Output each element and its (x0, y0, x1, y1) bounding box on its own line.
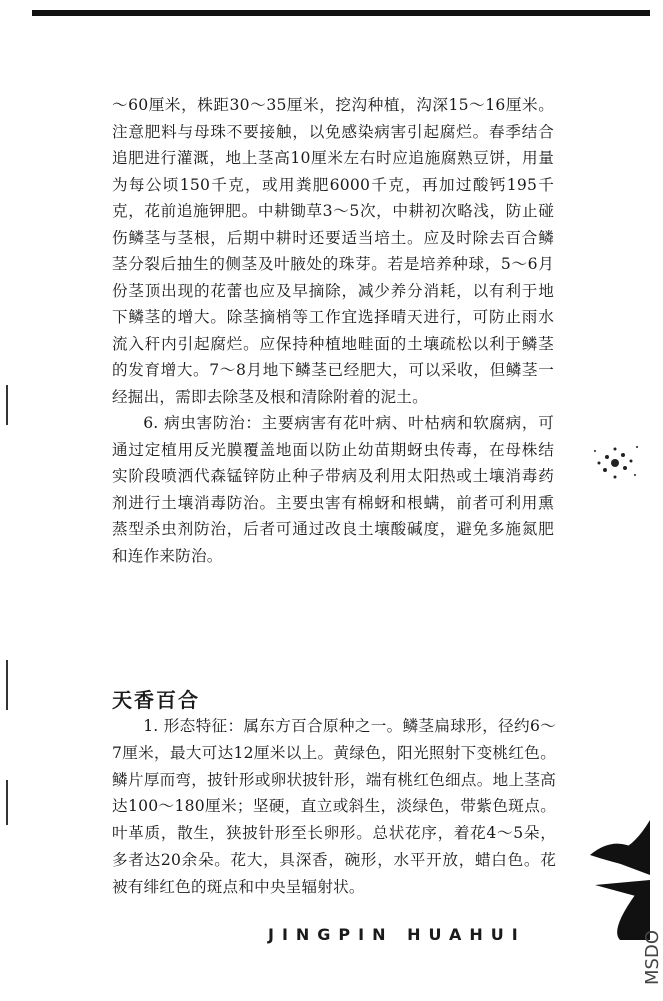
body-text-bottom (112, 713, 556, 901)
paragraph: 6. 病虫害防治：主要病害有花叶病、叶枯病和软腐病，可通过定植用反光膜覆盖地面以防止幼苗期蚜虫传毒，在母株结实阶段喷洒代森锰锌防止种子带病及利用太阳热或土壤消毒药剂进行土壤消毒防治。主要虫害有棉蚜和根螨，前者可利用熏蒸型杀虫剂防治，后者可通过改良土壤酸碱度，避免多施氮肥和连作来防治。 (112, 414, 554, 565)
margin-mark (6, 660, 8, 710)
top-rule (32, 10, 650, 16)
paragraph: 1. 形态特征：属东方百合原种之一。鳞茎扁球形，径约6～7厘米，最大可达12厘米以上。黄绿色，阳光照射下变桃红色。鳞片厚而弯，披针形或卵状披针形，端有桃红色细点。地上茎高达100～180厘米；坚硬，直立或斜生，淡绿色，带紫色斑点。叶革质，散生，狭披针形至长卵形。总状花序，着花4～5朵，多者达20余朵。花大，具深香，碗形，水平开放，蜡白色。花被有绯红色的斑点和中央呈辐射状。 (112, 717, 556, 896)
paragraph: ～60厘米，株距30～35厘米，挖沟种植，沟深15～16厘米。注意肥料与母珠不要接触，以免感染病害引起腐烂。春季结合追肥进行灌溉，地上茎高10厘米左右时应追施腐熟豆饼，用量为每公顷150千克，或用粪肥6000千克，再加过酸钙195千克，花前追施钾肥。中耕锄草3～5次，中耕初次略浅，防止碰伤鳞茎与茎根，后期中耕时还要适当培土。应及时除去百合鳞茎分裂后抽生的侧茎及叶腋处的珠芽。若是培养种球，5～6月份茎顶出现的花蕾也应及早摘除，减少养分消耗，以有利于地下鳞茎的增大。除茎摘梢等工作宜选择晴天进行，可防止雨水流入秆内引起腐烂。应保持种植地畦面的土壤疏松以利于鳞茎的发育增大。7～8月地下鳞茎已经肥大，可以采收，但鳞茎一经掘出，需即去除茎及根和清除附着的泥土。 (112, 96, 554, 406)
margin-mark (6, 385, 8, 425)
decorative-flower-icon (585, 435, 645, 490)
footer-running-title: JINGPIN HUAHUI (268, 925, 526, 944)
decorative-lily-icon (550, 800, 650, 940)
body-text-top (112, 92, 554, 569)
section-heading: 天香百合 (112, 688, 200, 712)
margin-mark (6, 780, 8, 825)
side-watermark: MSDO (642, 930, 663, 985)
